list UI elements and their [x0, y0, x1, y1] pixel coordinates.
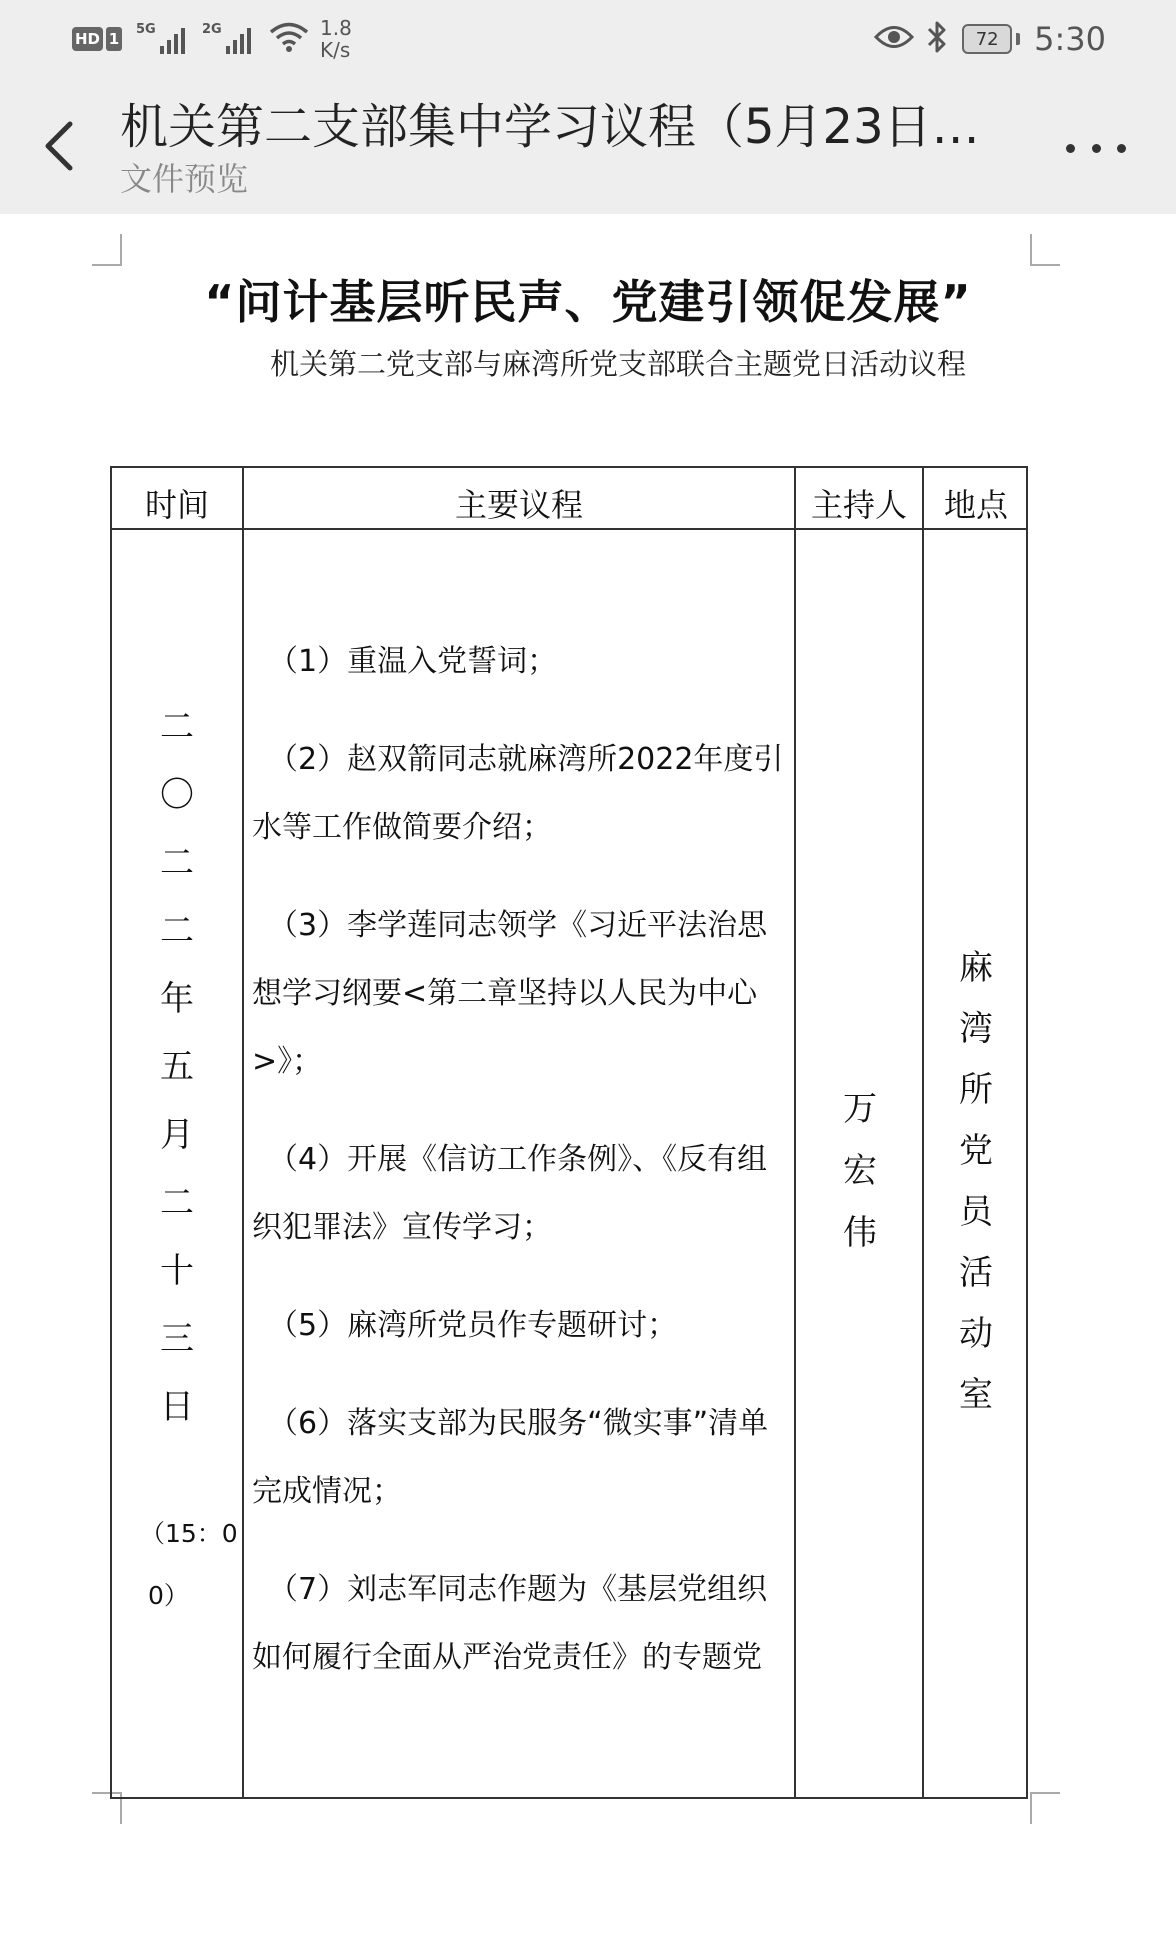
agenda-item: （1）重温入党誓词； [268, 644, 558, 679]
time-note: （15：0 0） [140, 1519, 238, 1610]
header-divider [112, 528, 1026, 530]
header-time: 时间 [144, 486, 209, 524]
clock: 5:30 [1034, 20, 1106, 58]
document-subtitle: 文件预览 [120, 160, 249, 198]
crop-mark [1030, 234, 1032, 266]
place-cell: 麻 湾 所 党 员 活 动 室 [959, 948, 993, 1415]
header-agenda: 主要议程 [454, 486, 583, 524]
crop-mark [120, 234, 122, 266]
agenda-list [252, 628, 792, 1722]
document-title: 机关第二支部集中学习议程（5月23日… [120, 99, 980, 155]
document-page[interactable] [0, 214, 1176, 1947]
agenda-item: （7）刘志军同志作题为《基层党组织如何履行全面从严治党责任》的专题党 [252, 1572, 768, 1675]
document-subheading: 机关第二党支部与麻湾所党支部联合主题党日活动议程 [270, 347, 967, 381]
hd-badge: HD [72, 27, 103, 51]
signal-2g-icon: 2G [202, 24, 254, 54]
chevron-left-icon [36, 106, 86, 186]
crop-mark [1030, 1792, 1032, 1824]
battery-icon: 72 [962, 24, 1012, 54]
agenda-item: （2）赵双箭同志就麻湾所2022年度引水等工作做简要介绍； [252, 742, 784, 845]
bluetooth-icon [926, 20, 948, 58]
network-speed: 1.8 K/s [320, 16, 352, 62]
eye-icon [874, 24, 914, 54]
host-cell: 万 宏 伟 [843, 1089, 877, 1253]
more-options-button[interactable] [1066, 128, 1126, 168]
column-divider [242, 468, 244, 1797]
sim-badge: 1 [106, 27, 122, 51]
agenda-item: （3）李学莲同志领学《习近平法治思想学习纲要<第二章坚持以人民为中心>》； [252, 908, 768, 1079]
battery-tip [1016, 33, 1020, 45]
status-bar [0, 0, 1176, 78]
wifi-icon [268, 21, 310, 57]
agenda-item: （5）麻湾所党员作专题研讨； [268, 1308, 678, 1343]
signal-5g-icon: 5G [136, 24, 188, 54]
crop-mark [1030, 1792, 1060, 1794]
agenda-table [110, 466, 1028, 1799]
header-place: 地点 [943, 486, 1008, 524]
app-bar [0, 78, 1176, 214]
more-dots-icon [1066, 144, 1075, 153]
back-button[interactable] [36, 106, 86, 186]
agenda-item: （6）落实支部为民服务“微实事”清单完成情况； [252, 1406, 769, 1509]
agenda-item: （4）开展《信访工作条例》、《反有组织犯罪法》宣传学习； [252, 1142, 768, 1245]
document-heading: “问计基层听民声、党建引领促发展” [204, 275, 972, 329]
date-cell: 二 〇 二 二 年 五 月 二 十 三 日 [160, 707, 194, 1427]
header-host: 主持人 [810, 486, 907, 524]
